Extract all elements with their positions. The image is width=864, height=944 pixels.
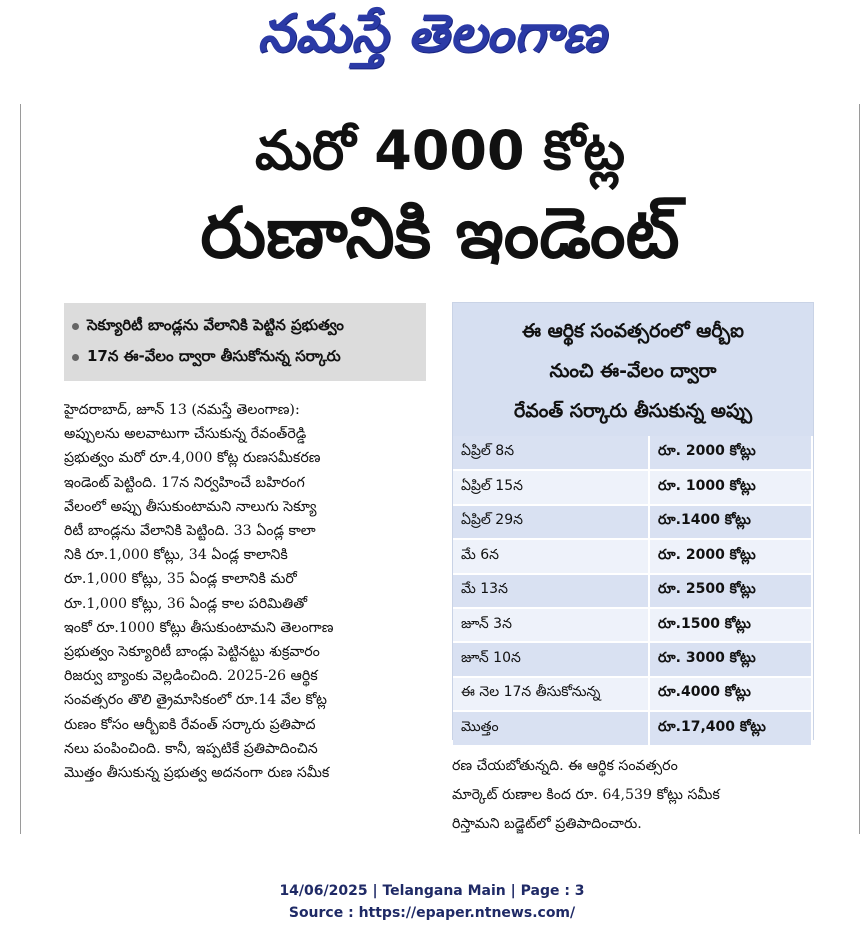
table-header-line: ఈ ఆర్థిక సంవత్సరంలో ఆర్బీఐ bbox=[522, 320, 744, 342]
body-line: ప్రభుత్వం మరో రూ.4,000 కోట్ల రుణసమీకరణ bbox=[64, 450, 321, 467]
loan-date-cell: మొత్తం bbox=[453, 711, 649, 745]
loans-table bbox=[453, 436, 813, 747]
masthead bbox=[0, 0, 864, 80]
table-row bbox=[453, 436, 812, 470]
body-line: రిజర్వు బ్యాంకు వెల్లడించింది. 2025-26 ఆర్థిక bbox=[64, 668, 318, 685]
footer-source: Source : https://epaper.ntnews.com/ bbox=[288, 905, 576, 921]
loan-date-cell: మే 6న bbox=[453, 539, 649, 573]
bullet-item bbox=[72, 342, 418, 373]
body-line: ఇంకో రూ.1000 కోట్లు తీసుకుంటామని తెలంగాణ bbox=[64, 619, 334, 636]
loans-table-box bbox=[452, 302, 814, 740]
bullet-dot-icon bbox=[72, 354, 79, 361]
loan-amount-cell: రూ. 2000 కోట్లు bbox=[649, 436, 812, 470]
table-row bbox=[453, 574, 812, 608]
loan-amount-cell: రూ. 3000 కోట్లు bbox=[649, 642, 812, 676]
footer bbox=[0, 880, 864, 924]
table-header bbox=[453, 303, 813, 436]
loan-date-cell: ఏప్రిల్ 15న bbox=[453, 470, 649, 504]
loan-date-cell: ఏప్రిల్ 29న bbox=[453, 505, 649, 539]
loan-amount-cell: రూ. 2500 కోట్లు bbox=[649, 574, 812, 608]
body-line: నలు పంపించింది. కానీ, ఇప్పటికే ప్రతిపాదించిన bbox=[64, 740, 318, 757]
article-body-right bbox=[452, 752, 818, 839]
bullet-dot-icon bbox=[72, 323, 79, 330]
loan-amount-cell: రూ.1500 కోట్లు bbox=[649, 608, 812, 642]
table-header-line: రేవంత్ సర్కారు తీసుకున్న అప్పు bbox=[513, 400, 753, 422]
bullet-item bbox=[72, 311, 418, 342]
body-line: రిటీ బాండ్లను వేలానికి పెట్టింది. 33 ఏండ్ల కాలా bbox=[64, 523, 316, 540]
table-row bbox=[453, 505, 812, 539]
article-body-left bbox=[64, 398, 432, 785]
table-row bbox=[453, 608, 812, 642]
body-line: వేలంలో అప్పు తీసుకుంటామని నాలుగు సెక్యూ bbox=[64, 498, 317, 515]
table-row bbox=[453, 711, 812, 745]
body-line: రిస్తామని బడ్జెట్‌లో ప్రతిపాదించారు. bbox=[452, 816, 642, 832]
body-line: సంవత్సరం తొలి త్రైమాసికంలో రూ.14 వేల కోట్ల bbox=[64, 692, 327, 709]
table-row bbox=[453, 677, 812, 711]
loan-date-cell: జూన్ 10న bbox=[453, 642, 649, 676]
body-line: రూ.1,000 కోట్లు, 36 ఏండ్ల కాల పరిమితితో bbox=[64, 595, 308, 612]
headline-line-2: రుణానికి ఇండెంట్ bbox=[200, 192, 680, 274]
loan-amount-cell: రూ. 1000 కోట్లు bbox=[649, 470, 812, 504]
loan-amount-cell: రూ.1400 కోట్లు bbox=[649, 505, 812, 539]
bullet-text: సెక్యూరిటీ బాండ్లను వేలానికి పెట్టిన ప్రభుత్వం bbox=[87, 315, 344, 334]
table-row bbox=[453, 539, 812, 573]
body-line: ఇండెంట్ పెట్టింది. 17న నిర్వహించే బహిరంగ bbox=[64, 474, 305, 491]
loan-amount-cell: రూ.17,400 కోట్లు bbox=[649, 711, 812, 745]
loan-amount-cell: రూ.4000 కోట్లు bbox=[649, 677, 812, 711]
body-line: అప్పులను అలవాటుగా చేసుకున్న రేవంత్‌రెడ్డి bbox=[64, 426, 307, 443]
table-row bbox=[453, 470, 812, 504]
body-line: హైదరాబాద్, జూన్ 13 (నమస్తే తెలంగాణ): bbox=[64, 402, 300, 418]
loan-date-cell: జూన్ 3న bbox=[453, 608, 649, 642]
body-line: రూ.1,000 కోట్లు, 35 ఏండ్ల కాలానికి మరో bbox=[64, 571, 297, 588]
body-line: మొత్తం తీసుకున్న ప్రభుత్వ అదనంగా రుణ సమీక bbox=[64, 765, 330, 782]
bullet-text: 17న ఈ-వేలం ద్వారా తీసుకోనున్న సర్కారు bbox=[87, 346, 341, 365]
footer-date-edition: 14/06/2025 | Telangana Main | Page : 3 bbox=[279, 883, 585, 899]
body-line: ప్రభుత్వం సెక్యూరిటీ బాండ్లు పెట్టినట్టు శుక్రవారం bbox=[64, 644, 320, 661]
body-line: నికి రూ.1,000 కోట్లు, 34 ఏండ్ల కాలానికి bbox=[64, 547, 288, 564]
masthead-logo-text: నమస్తే తెలంగాణ bbox=[257, 3, 607, 64]
table-header-line: నుంచి ఈ-వేలం ద్వారా bbox=[549, 360, 717, 382]
loan-date-cell: ఈ నెల 17న తీసుకోనున్న bbox=[453, 677, 649, 711]
body-line: రుణం కోసం ఆర్బీఐకి రేవంత్ సర్కారు ప్రతిపాద bbox=[64, 716, 316, 733]
loan-date-cell: మే 13న bbox=[453, 574, 649, 608]
subheading-bullets bbox=[64, 303, 426, 381]
body-line: మార్కెట్ రుణాల కింద రూ. 64,539 కోట్లు సమీక bbox=[452, 787, 720, 803]
loan-amount-cell: రూ. 2000 కోట్లు bbox=[649, 539, 812, 573]
loan-date-cell: ఏప్రిల్ 8న bbox=[453, 436, 649, 470]
table-row bbox=[453, 642, 812, 676]
headline-line-1: మరో 4000 కోట్ల bbox=[254, 119, 626, 182]
body-line: రణ చేయబోతున్నది. ఈ ఆర్థిక సంవత్సరం bbox=[452, 758, 678, 774]
